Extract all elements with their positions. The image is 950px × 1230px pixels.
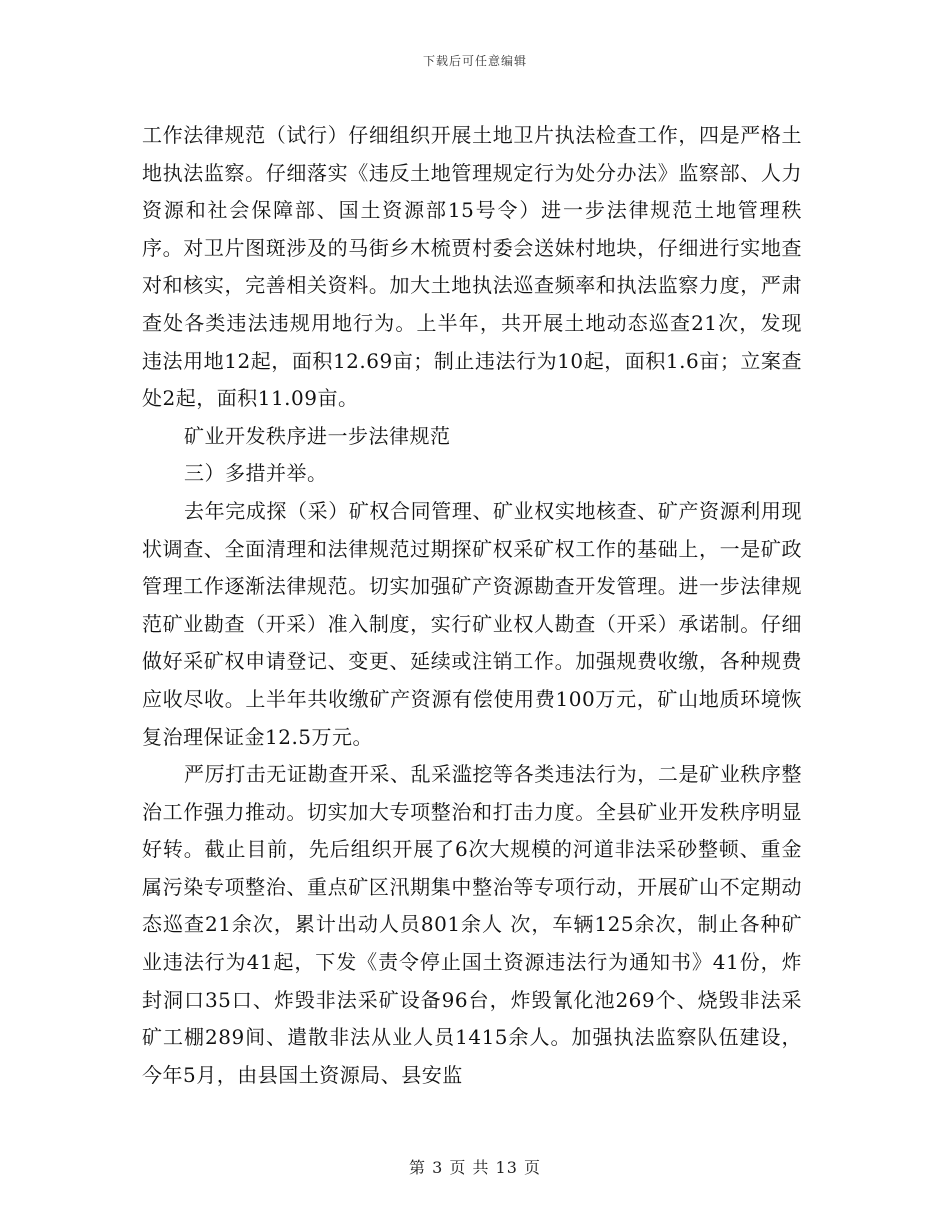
body-paragraph-4: 去年完成探（采）矿权合同管理、矿业权实地核查、矿产资源利用现状调查、全面清理和法律规范过期探矿权采矿权工作的基础上，一是矿政管理工作逐渐法律规范。切实加强矿产资源勘查开发管理。进一步法律规范矿业勘查（开采）准入制度，实行矿业权人勘查（开采）承诺制。仔细做好采矿权申请登记、变更、延续或注销工作。加强规费收缴，各种规费应收尽收。上半年共收缴矿产资源有偿使用费100万元，矿山地质环境恢复治理保证金12.5万元。	[142, 498, 802, 749]
document-body	[142, 117, 802, 1094]
body-paragraph-2: 矿业开发秩序进一步法律规范	[184, 423, 451, 448]
page-number-footer: 第 3 页 共 13 页	[409, 1158, 541, 1177]
body-paragraph-1: 工作法律规范（试行）仔细组织开展土地卫片执法检查工作，四是严格土地执法监察。仔细落实《违反土地管理规定行为处分办法》监察部、人力资源和社会保障部、国土资源部15号令）进一步法律规范土地管理秩序。对卫片图斑涉及的马街乡木梳贾村委会送妹村地块，仔细进行实地查对和核实，完善相关资料。加大土地执法巡查频率和执法监察力度，严肃查处各类违法违规用地行为。上半年，共开展土地动态巡查21次，发现违法用地12起，面积12.69亩；制止违法行为10起，面积1.6亩；立案查处2起，面积11.09亩。	[142, 123, 802, 411]
body-paragraph-3: 三）多措并举。	[184, 461, 328, 486]
body-paragraph-5: 严厉打击无证勘查开采、乱采滥挖等各类违法行为，二是矿业秩序整治工作强力推动。切实加大专项整治和打击力度。全县矿业开发秩序明显好转。截止目前，先后组织开展了6次大规模的河道非法采砂整顿、重金属污染专项整治、重点矿区汛期集中整治等专项行动，开展矿山不定期动态巡查21余次，累计出动人员801余人 次，车辆125余次，制止各种矿业违法行为41起，下发《责令停止国土资源违法行为通知书》41份，炸封洞口35口、炸毁非法采矿设备96台，炸毁氰化池269个、烧毁非法采矿工棚289间、遣散非法从业人员1415余人。加强执法监察队伍建设，今年5月，由县国土资源局、县安监	[142, 762, 802, 1087]
page-header-note: 下载后可任意编辑	[422, 54, 527, 68]
